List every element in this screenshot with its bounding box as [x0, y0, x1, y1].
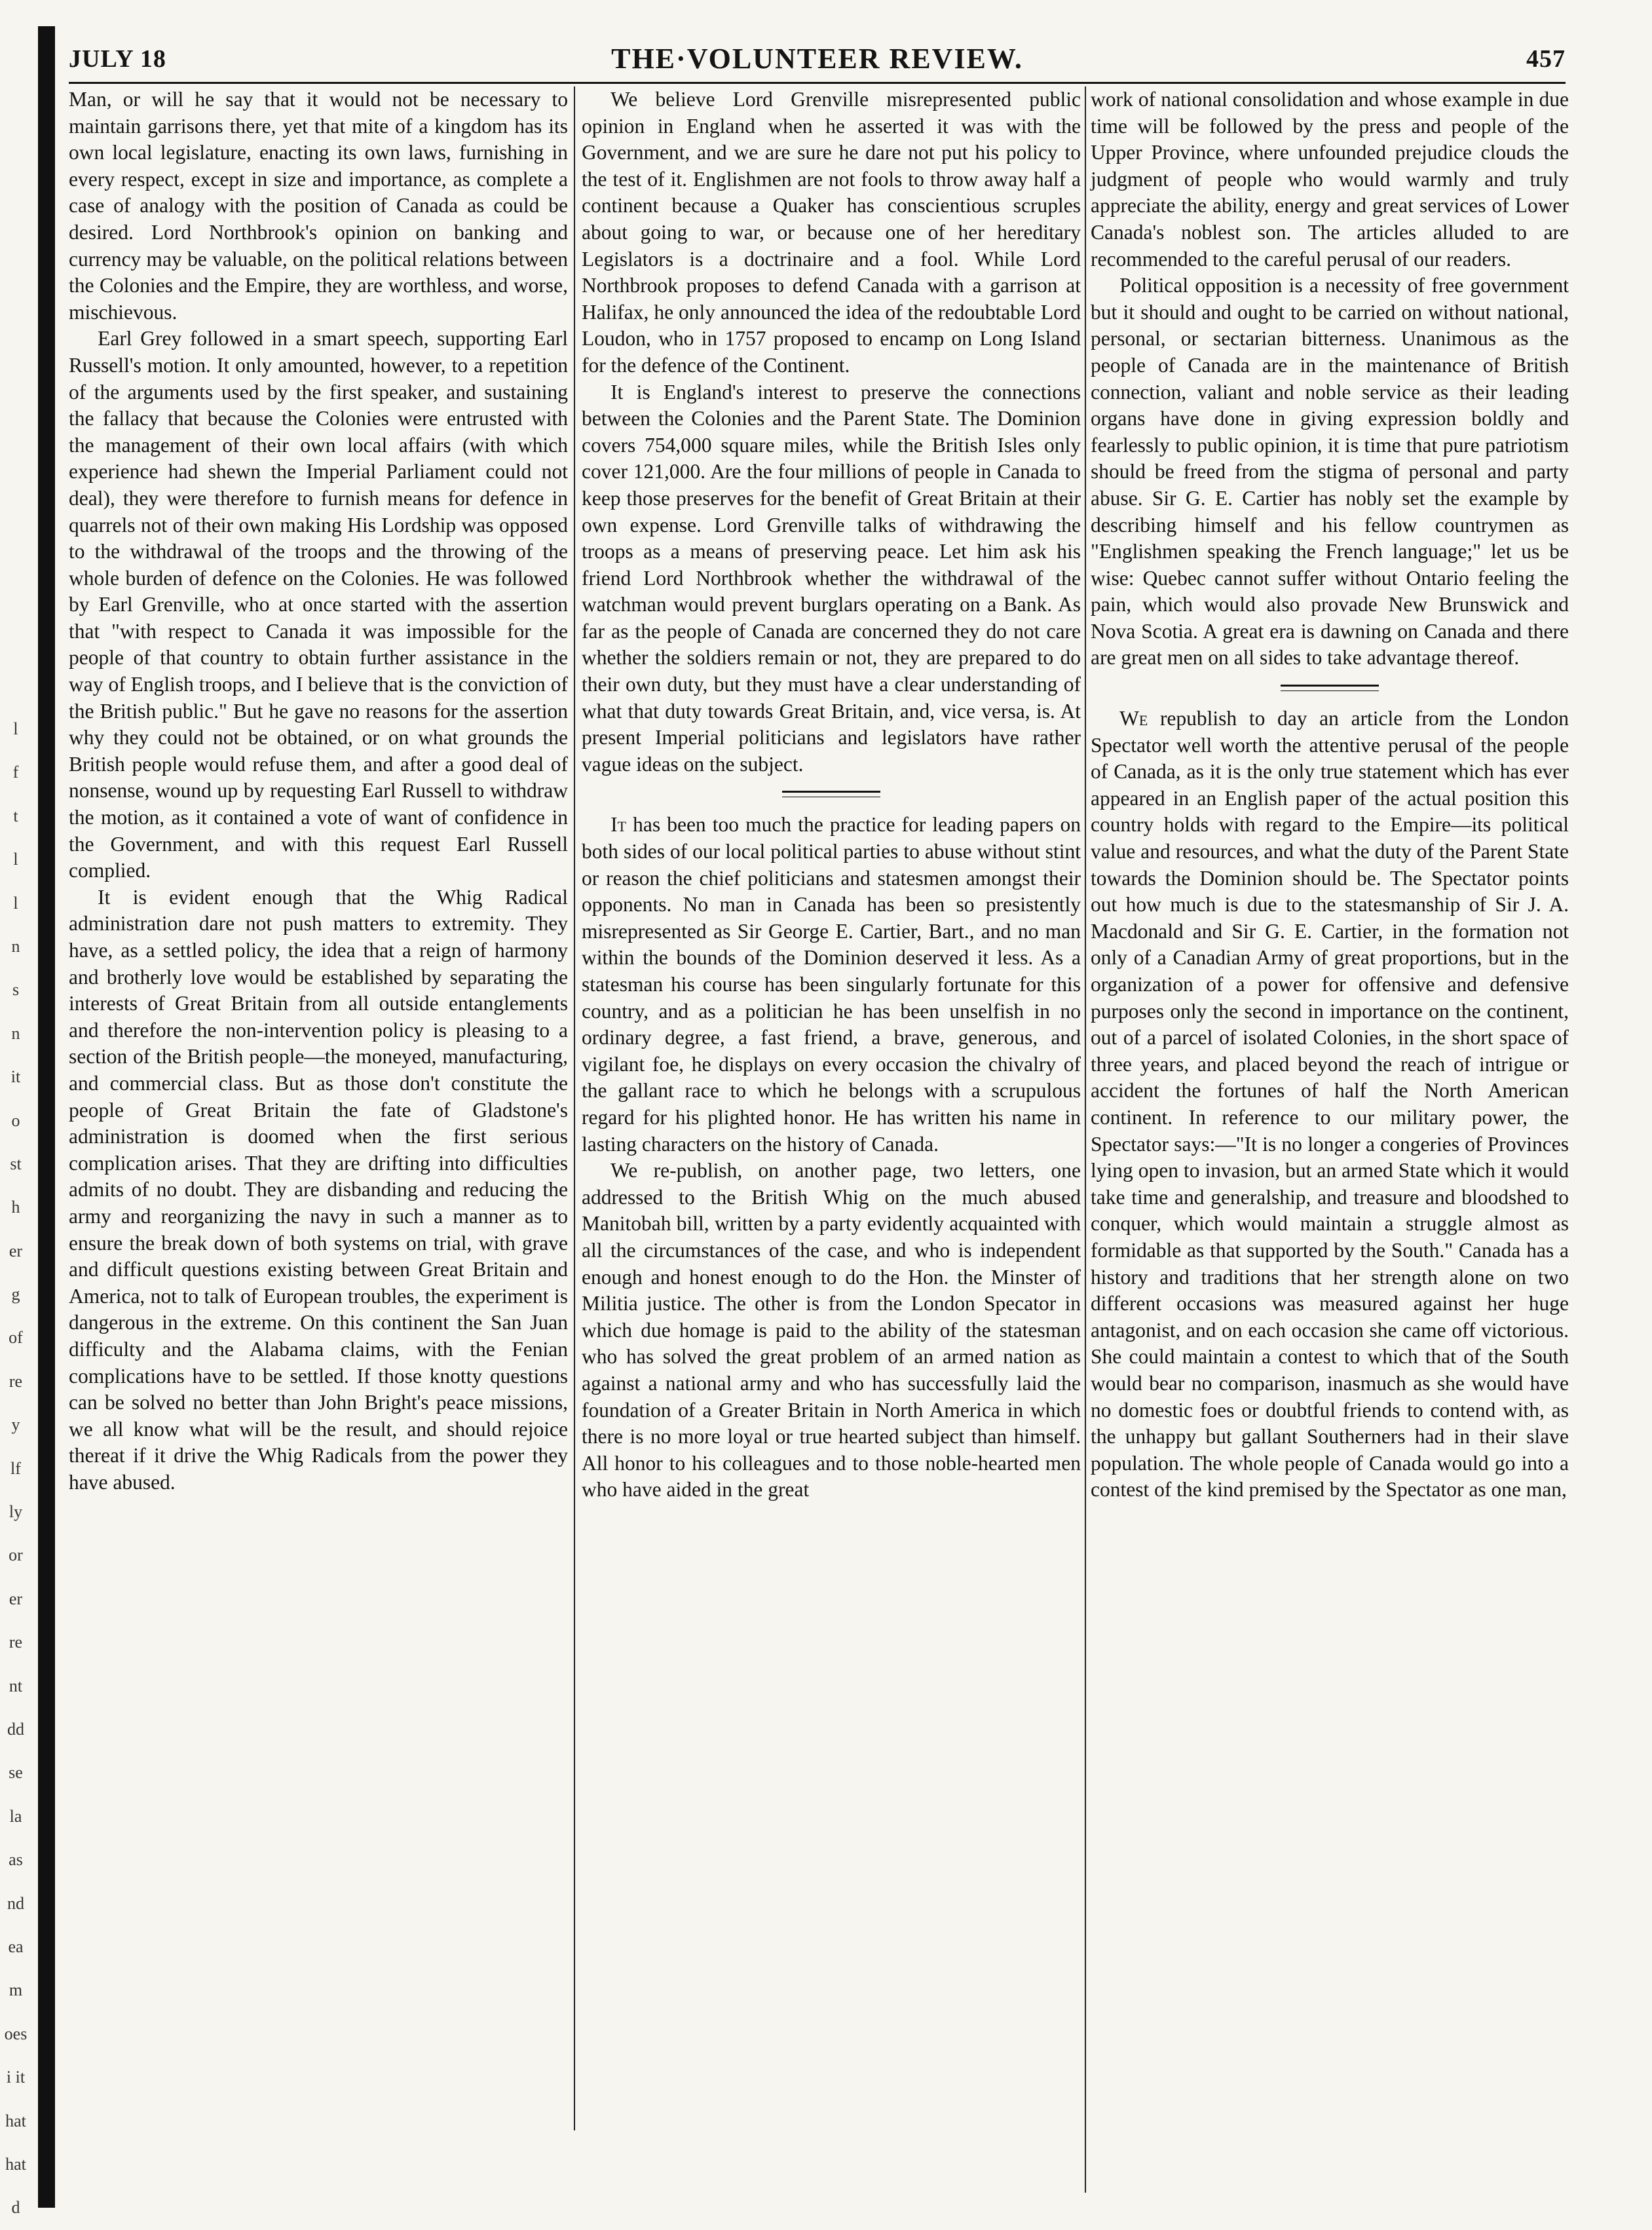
page-number: 457 — [1526, 45, 1566, 73]
column-1 — [69, 86, 568, 2209]
binding-edge — [38, 26, 55, 2208]
bleed-fragment: y — [11, 1415, 20, 1435]
bleed-fragment: or — [9, 1545, 23, 1565]
bleed-fragment: dd — [7, 1719, 24, 1739]
bleed-fragment: g — [11, 1285, 20, 1304]
header-title: THE·VOLUNTEER REVIEW. — [611, 43, 1023, 75]
lead-initial: We — [1119, 707, 1148, 730]
column-2 — [582, 86, 1081, 2209]
bleed-fragment: ly — [9, 1502, 23, 1522]
bleed-fragment: re — [9, 1633, 23, 1652]
paragraph: work of national consolidation and whose example in due time will be followed by the press and people of the Upper Province, where unfounded prejudice clouds the judgment of people who would warmly and truly appreciate the ability, energy and great services of Lower Canada's noblest son. The articles alluded to are recommended to the careful perusal of our readers. — [1091, 88, 1569, 271]
bleed-fragment: er — [9, 1241, 23, 1260]
bleed-fragment: f — [12, 763, 19, 782]
paragraph-body: republish to day an article from the London Spectator well worth the attentive perusal of the people of Canada, as it is the only true statement which has ever appeared in an English paper of the actual position this country holds with regard to the Empire—its political value and resources, and what the duty of the Parent State towards the Dominion should be. The Spectator points out how much is due to the statesmanship of Sir J. A. Macdonald and Sir G. E. Cartier, in the formation not only of a Canadian Army of great proportions, but in the organization of a power for offensive and defensive purposes only the second in importance on the continent, out of a parcel of isolated Colonies, in the short space of three years, and placed beyond the reach of intrigue or accident the fortunes of half the North American continent. In reference to our military power, the Spectator says:—"It is no longer a congeries of Provinces lying open to invasion, but an armed State which it would take time and generalship, and treasure and bloodshed to conquer, which would maintain a struggle almost as formidable as that supported by the South." Canada has a history and traditions that her strength alone on two different occasions was measured against her huge antagonist, and on each occasion she came off victorious. She could maintain a contest to which that of the South would bear no comparison, inasmuch as she would have no domestic foes or doubtful friends to contend with, as the unhappy but gallant Southerners had in their slave population. The whole people of Canada would go into a contest of the kind premised by the Spectator as one man, — [1091, 707, 1569, 1502]
bleed-fragment: hat — [5, 2111, 26, 2130]
bleed-fragment: of — [9, 1328, 23, 1348]
bleed-fragment: ea — [8, 1937, 24, 1956]
paragraph: We re-publish, on another page, two letters, one addressed to the British Whig on the much abused Manitobah bill, written by a party evidently acquainted with all the circumstances of the case, and who is independent enough and honest enough to do the Hon. the Minster of Militia justice. The other is from the London Specator in which due homage is paid to the ability of the statesman who has solved the great problem of an armed nation as against a national army and who has successfully laid the foundation of a Greater Britain in North America in which there is no more loyal or true hearted subject than himself. All honor to his colleagues and to those noble-hearted men who have aided in the great — [582, 1159, 1081, 1502]
paragraph: It is evident enough that the Whig Radical administration dare not push matters to extremity. They have, as a settled policy, the idea that a reign of harmony and brotherly love would be established by separating the interests of Great Britain from all outside entanglements and therefore the non-intervention policy is pleasing to a section of the British people—the moneyed, manufacturing, and commercial class. But as those don't constitute the people of Great Britain the fate of Gladstone's administration is doomed when the first serious complication arises. That they are drifting into difficulties admits of no doubt. They are disbanding and reducing the army and reorganizing the navy in such a manner as to ensure the break down of both systems on trial, with grave and difficult questions existing between Great Britain and America, not to talk of European troubles, the experiment is dangerous in the extreme. On this continent the San Juan difficulty and the Alabama claims, with the Fenian complications have to be settled. If those knotty questions can be solved no better than John Bright's peace missions, we all know what will be the result, and should rejoice thereat if it drive the Whig Radicals from the power they have abused. — [69, 885, 568, 1494]
paragraph-body: has been too much the practice for leading papers on both sides of our local political parties to abuse without stint or reason the chief politicians and statesmen amongst their opponents. No man in Canada has been so presistently misrepresented as Sir George E. Cartier, Bart., and no man within the bounds of the Dominion deserved it less. As a statesman his course has been singularly fortunate for this country, and as a politician he has been unselfish in no ordinary degree, a fast friend, a brave, generous, and vigilant foe, he displays on every occasion the chivalry of the gallant race to which he belongs with a scrupulous regard for his plighted honor. He has written his name in lasting characters on the history of Canada. — [582, 813, 1081, 1156]
bleed-fragment: la — [9, 1806, 22, 1826]
bleed-fragment: l — [13, 850, 18, 869]
lead-initial: It — [610, 813, 627, 837]
running-head — [69, 39, 1566, 79]
bleed-fragment: t — [13, 806, 18, 825]
header-date: JULY 18 — [69, 45, 166, 73]
bleed-fragment: o — [11, 1110, 20, 1130]
bleed-fragment: s — [12, 980, 20, 1000]
bleed-fragment: hat — [5, 2154, 26, 2174]
bleed-fragment: l — [13, 893, 18, 913]
bleed-fragment: n — [11, 1023, 20, 1043]
paragraph: Earl Grey followed in a smart speech, supporting Earl Russell's motion. It only amounted, however, to a repetition of the arguments used by the first speaker, and sustaining the fallacy that because the Colonies were entrusted with the management of their own local affairs (with which experience had shewn the Imperial Parliament could not deal), they were therefore to furnish means for defence in quarrels not of their own making His Lordship was opposed to the withdrawal of the troops and the throwing of the whole burden of defence on the Colonies. He was followed by Earl Grenville, who at once started with the assertion that "with respect to Canada it was impossible for the people of that country to obtain further assistance in the way of English troops, and I believe that is the conviction of the British public." But he gave no reasons for the assertion why they could not be obtained, or on what grounds the British people would refuse them, and after a good deal of nonsense, wound up by requesting Earl Russell to withdraw the motion, as it contained a vote of want of confidence in the Government, and with this request Earl Russell complied. — [69, 327, 568, 882]
bleed-fragment: re — [9, 1371, 23, 1391]
bleed-fragment: lf — [10, 1458, 21, 1478]
paragraph — [582, 812, 1081, 1158]
bleed-fragment: m — [9, 1980, 23, 2000]
header-rule — [69, 82, 1566, 84]
bleed-through-margin — [0, 708, 31, 2218]
bleed-fragment: nd — [7, 1893, 24, 1913]
bleed-fragment: nt — [9, 1676, 23, 1695]
section-separator — [782, 791, 880, 797]
bleed-fragment: it — [10, 1067, 21, 1087]
column-rule-1 — [574, 86, 575, 2130]
bleed-fragment: n — [11, 936, 20, 956]
paragraph: Political opposition is a necessity of free government but it should and ought to be carried on without national, personal, or sectarian bitterness. Unanimous as the people of Canada are in the maintenance of British connection, valiant and noble service as their leading organs have done in giving expression boldly and fearlessly to public opinion, it is time that pure patriotism should be freed from the stigma of personal and party abuse. Sir G. E. Cartier has nobly set the example by describing himself and his fellow countrymen as "Englishmen speaking the French language;" let us be wise: Quebec cannot suffer without Ontario feeling the pain, which would also provade New Brunswick and Nova Scotia. A great era is dawning on Canada and there are great men on all sides to take advantage thereof. — [1091, 274, 1569, 670]
column-rule-2 — [1085, 86, 1086, 2193]
paragraph: Man, or will he say that it would not be necessary to maintain garrisons there, yet that mite of a kingdom has its own local legislature, enacting its own laws, furnishing in every respect, except in size and importance, as complete a case of analogy with the position of Canada as could be desired. Lord Northbrook's opinion on banking and currency may be valuable, on the political relations between the Colonies and the Empire, they are worthless, and worse, mischievous. — [69, 88, 568, 324]
bleed-fragment: d — [11, 2198, 20, 2218]
bleed-fragment: st — [10, 1154, 22, 1173]
bleed-fragment: l — [13, 719, 18, 738]
column-3 — [1091, 86, 1569, 2209]
section-separator — [1281, 685, 1379, 691]
paragraph: It is England's interest to preserve the connections between the Colonies and the Parent State. The Dominion covers 754,000 square miles, while the British Isles only cover 121,000. Are the four millions of people in Canada to keep those preserves for the benefit of Great Britain at their own expense. Lord Grenville talks of withdrawing the troops as a means of preserving peace. Let him ask his friend Lord Northbrook whether the withdrawal of the watchman would prevent burglars operating on a Bank. As far as the people of Canada are concerned they do not care whether the soldiers remain or not, they are prepared to do their own duty, but they must have a clear understanding of what that duty towards Great Britain, and, vice versa, is. At present Imperial politicians and legislators have rather vague ideas on the subject. — [582, 380, 1081, 776]
paragraph — [1091, 706, 1569, 1503]
bleed-fragment: se — [9, 1763, 23, 1783]
bleed-fragment: er — [9, 1589, 23, 1608]
bleed-fragment: oes — [4, 2024, 28, 2043]
bleed-fragment: as — [9, 1850, 23, 1870]
bleed-fragment: h — [11, 1198, 20, 1217]
paragraph: We believe Lord Grenville misrepresented public opinion in England when he asserted it was with the Government, and we are sure he dare not put his policy to the test of it. Englishmen are not fools to throw away half a continent because a Quaker has conscientious scruples about going to war, or because one of her hereditary Legislators is a doctrinaire and a fool. While Lord Northbrook proposes to defend Canada with a garrison at Halifax, he only announced the idea of the redoubtable Lord Loudon, who in 1757 proposed to encamp on Long Island for the defence of the Continent. — [582, 88, 1081, 377]
bleed-fragment: i it — [6, 2068, 26, 2087]
